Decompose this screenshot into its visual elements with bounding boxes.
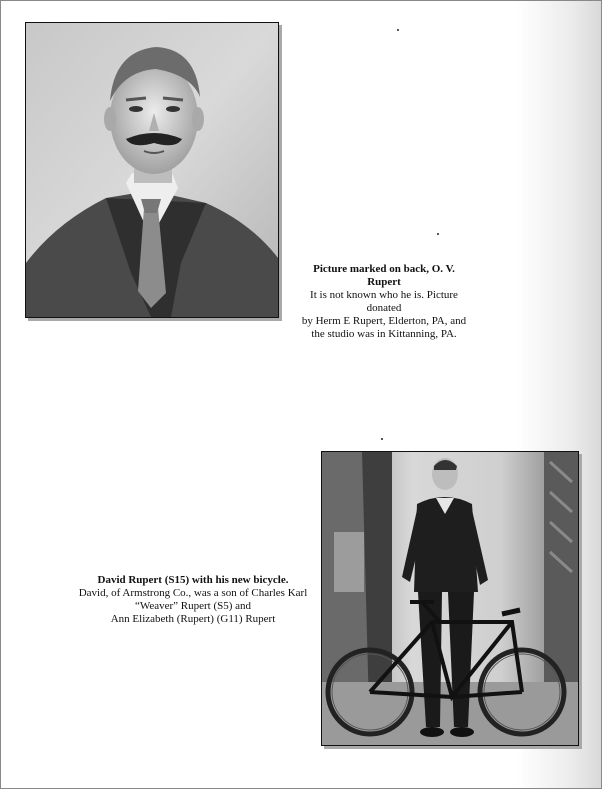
scan-speck	[437, 233, 439, 235]
scan-speck	[397, 29, 399, 31]
portrait-caption-line1: It is not known who he is. Picture donated	[310, 289, 458, 314]
portrait-photo	[25, 22, 279, 318]
bicycle-photo	[321, 451, 579, 746]
bicycle-image	[322, 452, 578, 745]
portrait-caption-line2: by Herm E Rupert, Elderton, PA, and	[301, 315, 467, 327]
bicycle-caption-line3: Ann Elizabeth (Rupert) (G11) Rupert	[110, 613, 276, 625]
bicycle-caption-line1: David, of Armstrong Co., was a son of Charles Karl	[78, 587, 308, 599]
scan-speck	[381, 438, 383, 440]
bicycle-caption-title: David Rupert (S15) with his new bicycle.	[97, 574, 289, 586]
portrait-image	[26, 23, 278, 317]
bicycle-caption-line2: “Weaver” Rupert (S5) and	[134, 600, 252, 612]
portrait-caption-line3: the studio was in Kittanning, PA.	[311, 328, 457, 340]
portrait-caption	[301, 263, 467, 341]
bicycle-caption	[71, 574, 315, 626]
portrait-caption-title: Picture marked on back, O. V. Rupert	[313, 263, 455, 288]
